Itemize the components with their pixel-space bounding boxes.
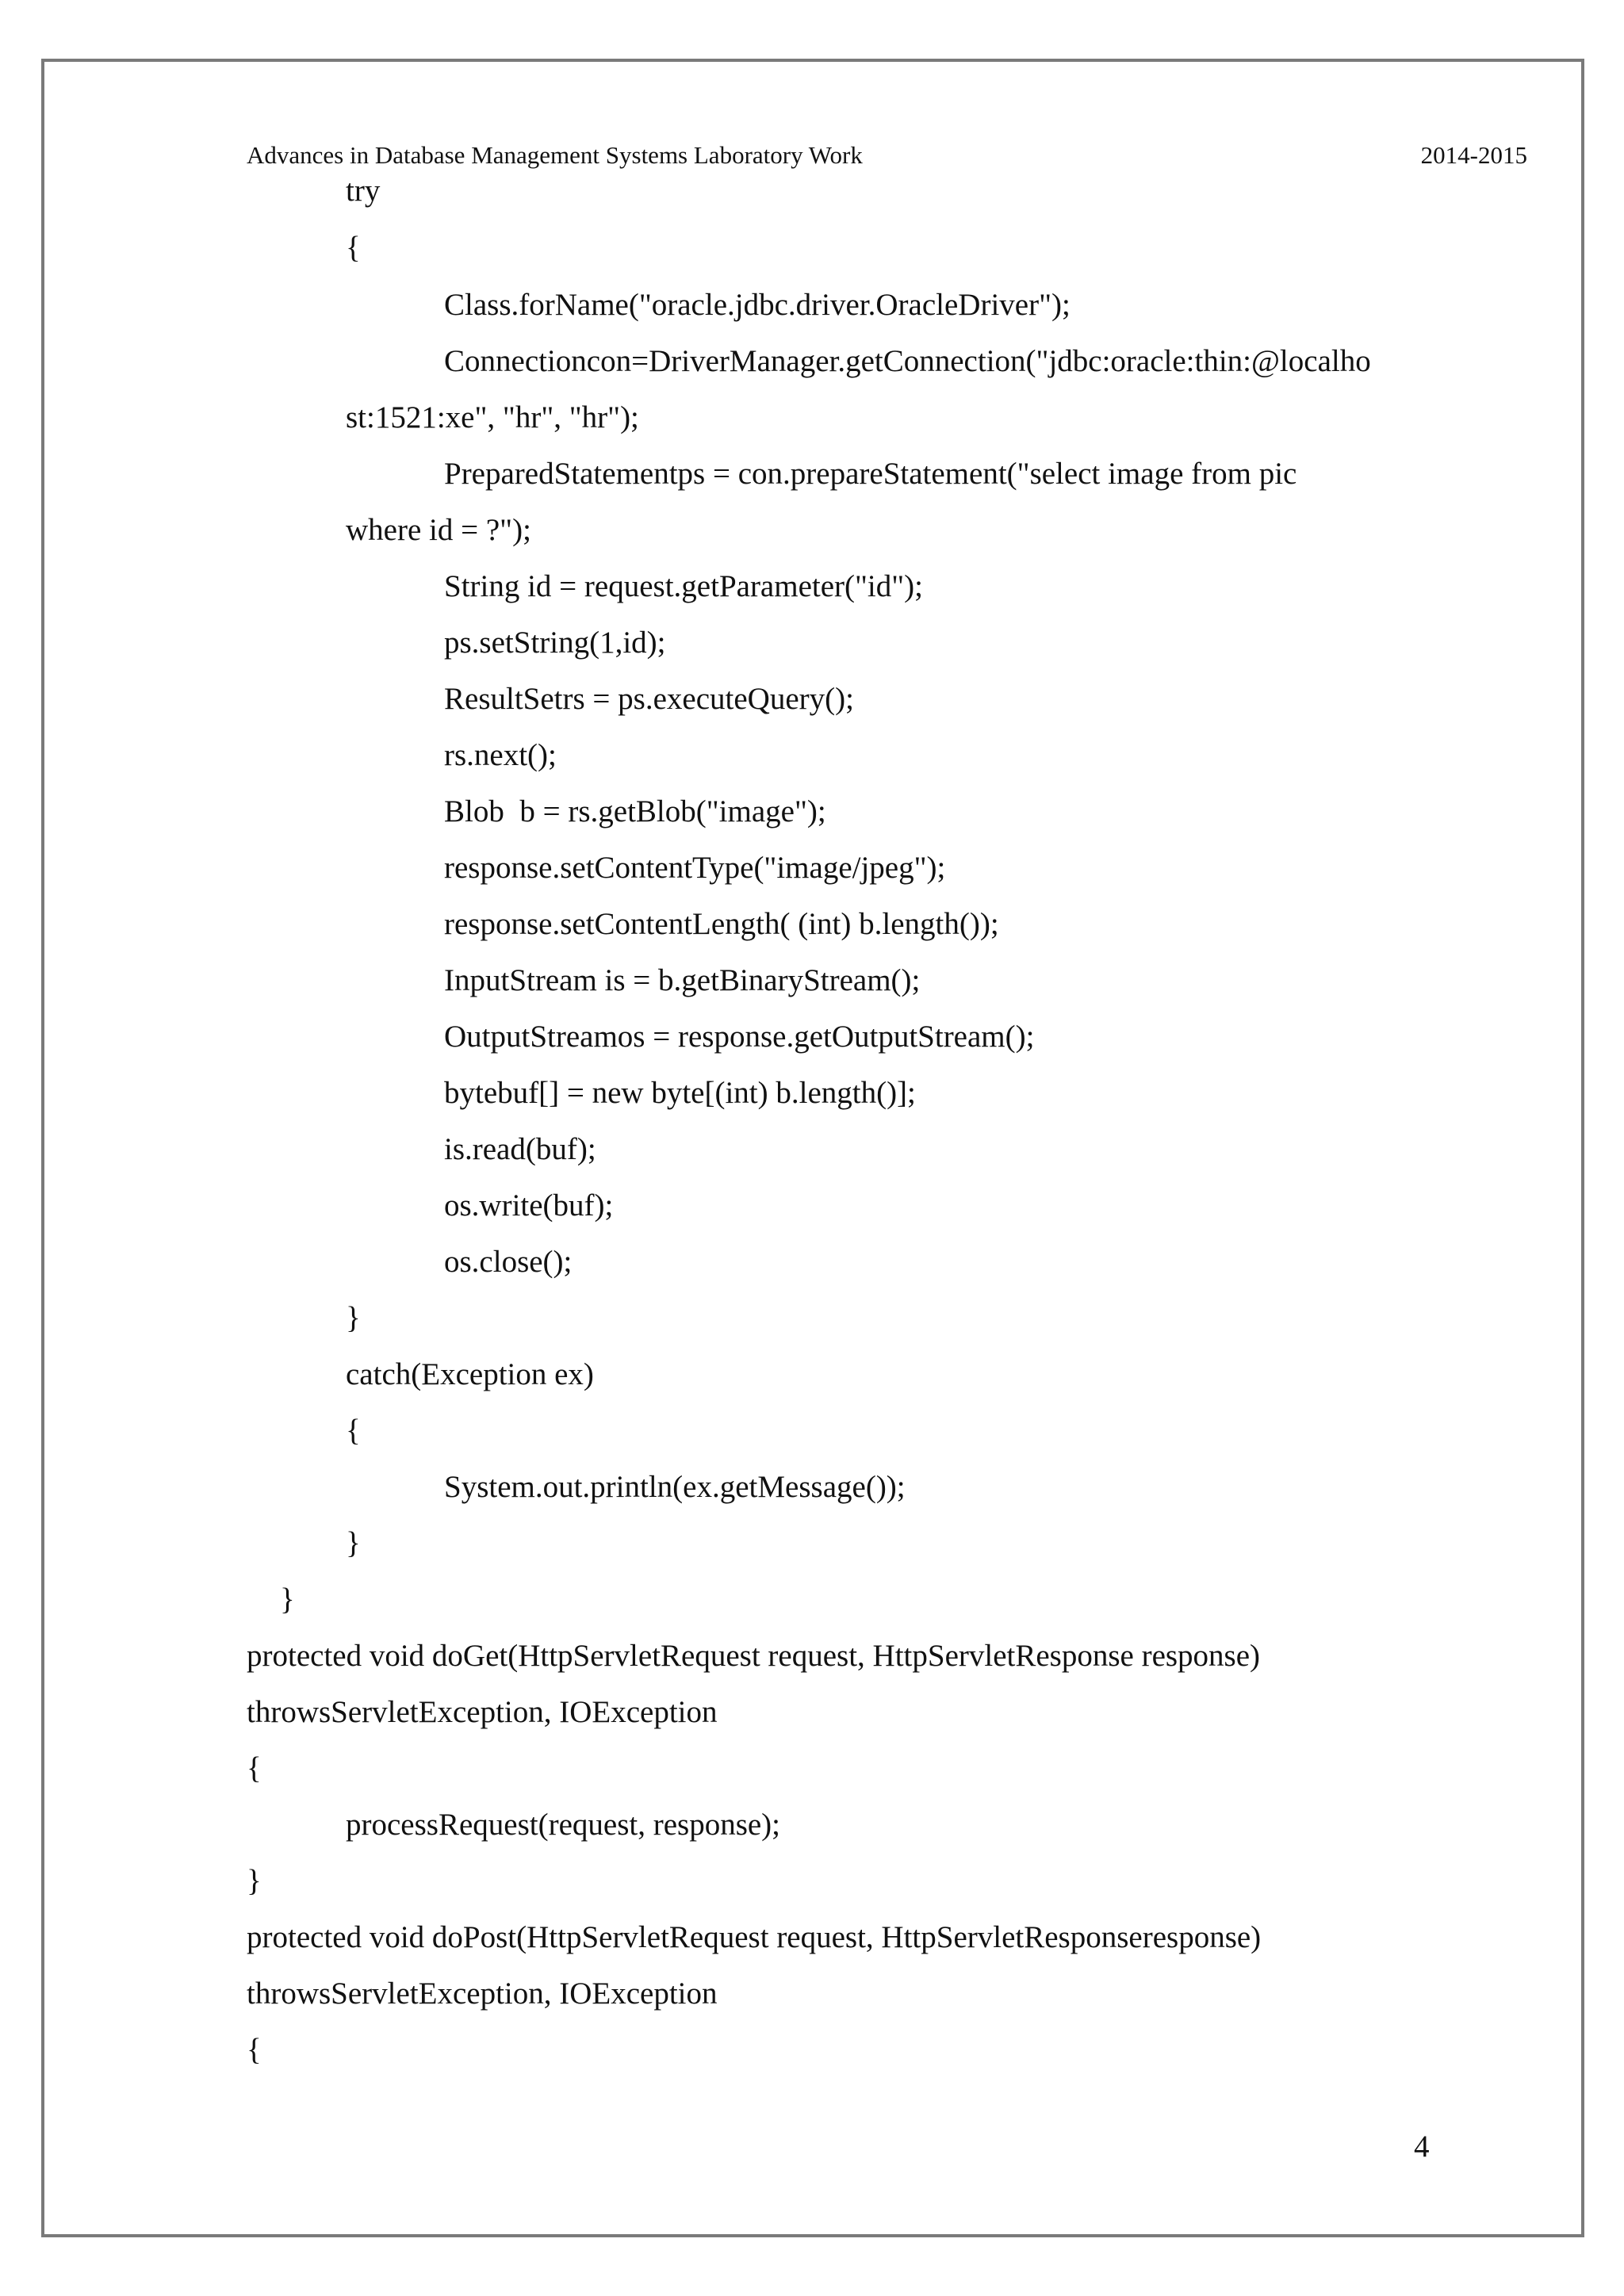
code-line: os.write(buf); [444, 1188, 614, 1223]
code-line: throwsServletException, IOException [247, 1695, 718, 1729]
code-line: InputStream is = b.getBinaryStream(); [444, 963, 921, 997]
code-line: response.setContentType("image/jpeg"); [444, 851, 946, 885]
code-line: catch(Exception ex) [346, 1357, 594, 1391]
code-line: ps.setString(1,id); [444, 626, 666, 660]
header-title: Advances in Database Management Systems Laboratory Work [247, 141, 863, 169]
code-line: } [247, 1864, 262, 1898]
code-line: OutputStreamos = response.getOutputStream(); [444, 1020, 1035, 1054]
code-line: System.out.println(ex.getMessage()); [444, 1470, 906, 1504]
code-line: st:1521:xe", "hr", "hr"); [346, 400, 639, 434]
code-line: os.close(); [444, 1245, 573, 1279]
page-number: 4 [1414, 2130, 1430, 2164]
code-line: } [346, 1526, 361, 1560]
code-line: Blob b = rs.getBlob("image"); [444, 794, 826, 828]
code-line: Class.forName("oracle.jdbc.driver.OracleDriver"); [444, 288, 1071, 322]
code-line: processRequest(request, response); [346, 1808, 780, 1842]
code-line: bytebuf[] = new byte[(int) b.length()]; [444, 1076, 916, 1110]
code-line: } [280, 1582, 295, 1617]
code-line: throwsServletException, IOException [247, 1976, 718, 2011]
code-line: } [346, 1301, 361, 1335]
code-line: protected void doGet(HttpServletRequest request, HttpServletResponse response) [247, 1639, 1261, 1673]
page-border [41, 59, 1584, 2237]
code-line: { [346, 1414, 361, 1448]
code-line: { [247, 1751, 262, 1785]
code-line: String id = request.getParameter("id"); [444, 569, 924, 603]
header-year: 2014-2015 [1420, 141, 1527, 169]
code-line: Connectioncon=DriverManager.getConnection("jdbc:oracle:thin:@localho [444, 344, 1371, 378]
code-line: rs.next(); [444, 738, 557, 772]
code-line: ResultSetrs = ps.executeQuery(); [444, 682, 854, 716]
code-line: response.setContentLength( (int) b.length()); [444, 907, 999, 941]
code-line: is.read(buf); [444, 1132, 596, 1166]
code-line: where id = ?"); [346, 513, 531, 547]
code-line: protected void doPost(HttpServletRequest request, HttpServletResponseresponse) [247, 1920, 1262, 1954]
code-line: try [346, 174, 381, 208]
code-line: { [247, 2033, 262, 2067]
code-line: { [346, 231, 361, 265]
code-line: PreparedStatementps = con.prepareStatement("select image from pic [444, 457, 1297, 491]
